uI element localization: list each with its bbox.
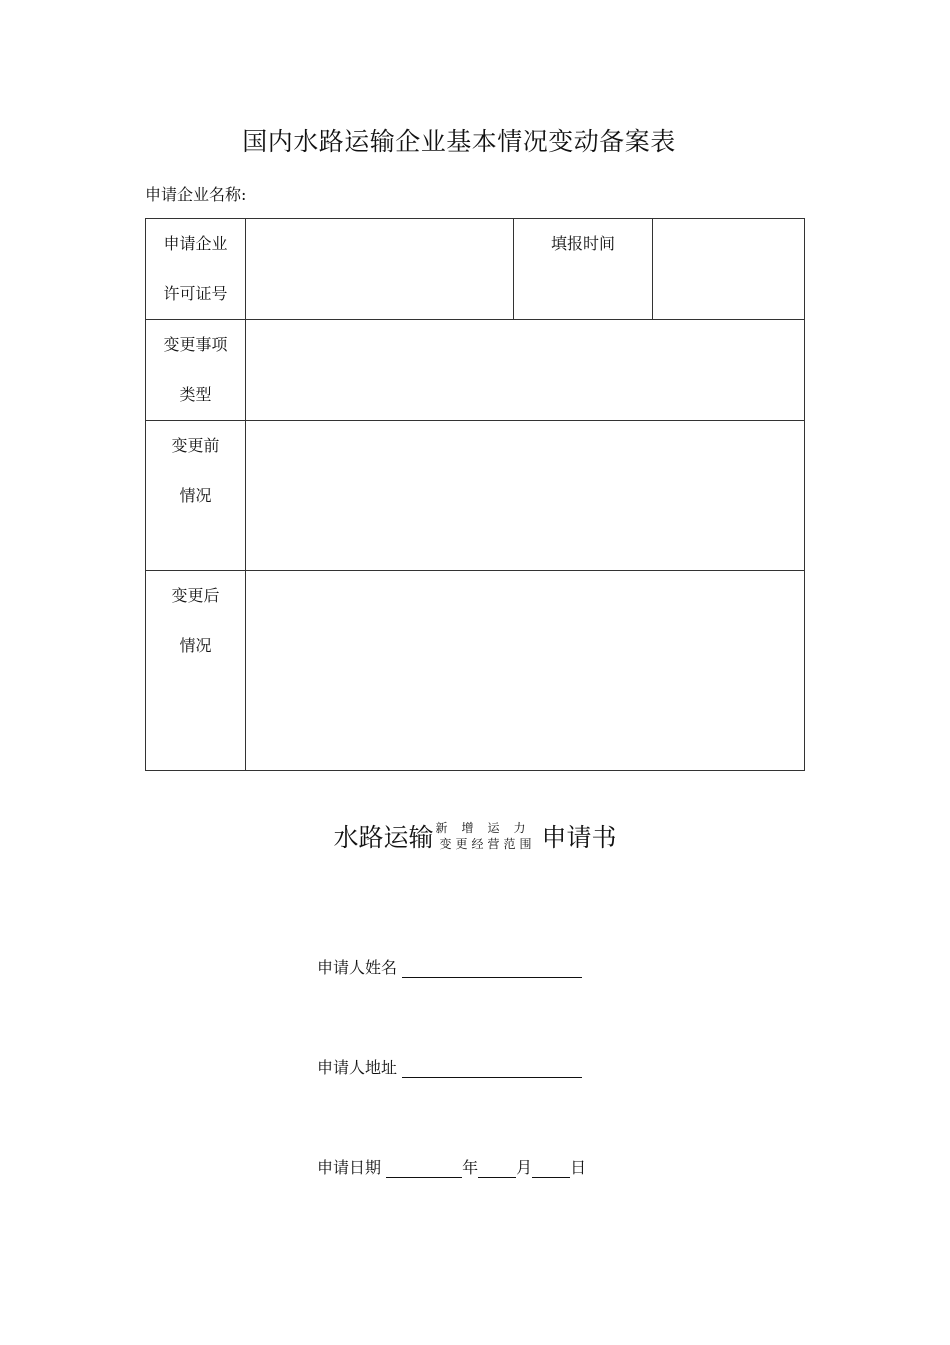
after-change-label-cell bbox=[146, 571, 246, 771]
application-title-suffix: 申请书 bbox=[541, 823, 617, 852]
option-change-scope: 变更经营范围 bbox=[439, 837, 536, 851]
before-line2: 情况 bbox=[179, 486, 212, 505]
month-input[interactable] bbox=[478, 1159, 516, 1178]
change-type-field[interactable] bbox=[246, 320, 805, 421]
table-row bbox=[146, 219, 805, 320]
month-label: 月 bbox=[516, 1158, 533, 1177]
year-label: 年 bbox=[462, 1158, 479, 1177]
filing-table bbox=[145, 218, 805, 771]
application-title-options bbox=[435, 820, 539, 852]
fill-time-field[interactable] bbox=[653, 219, 805, 320]
application-date-label: 申请日期 bbox=[317, 1158, 382, 1177]
table-row bbox=[146, 320, 805, 421]
company-name-label: 申请企业名称: bbox=[145, 185, 247, 204]
application-date-row bbox=[317, 1155, 586, 1178]
application-title bbox=[0, 818, 950, 854]
license-label-line2: 许可证号 bbox=[163, 284, 228, 303]
applicant-address-label: 申请人地址 bbox=[317, 1058, 398, 1077]
change-type-label-cell bbox=[146, 320, 246, 421]
option-new-capacity: 新增运力 bbox=[435, 821, 540, 835]
after-line2: 情况 bbox=[179, 636, 212, 655]
license-label-line1: 申请企业 bbox=[163, 234, 228, 253]
application-title-prefix: 水路运输 bbox=[333, 823, 434, 852]
license-number-label-cell bbox=[146, 219, 246, 320]
table-row bbox=[146, 421, 805, 571]
after-change-field[interactable] bbox=[246, 571, 805, 771]
page-title: 国内水路运输企业基本情况变动备案表 bbox=[242, 127, 676, 156]
applicant-address-input[interactable] bbox=[402, 1059, 582, 1078]
after-line1: 变更后 bbox=[171, 586, 220, 605]
change-type-line1: 变更事项 bbox=[163, 335, 228, 354]
before-line1: 变更前 bbox=[171, 436, 220, 455]
year-input[interactable] bbox=[386, 1159, 462, 1178]
before-change-label-cell bbox=[146, 421, 246, 571]
day-label: 日 bbox=[570, 1158, 587, 1177]
change-type-line2: 类型 bbox=[179, 385, 212, 404]
fill-time-label: 填报时间 bbox=[514, 219, 653, 320]
applicant-address-row bbox=[317, 1055, 582, 1078]
applicant-name-row bbox=[317, 955, 582, 978]
before-change-field[interactable] bbox=[246, 421, 805, 571]
day-input[interactable] bbox=[532, 1159, 570, 1178]
applicant-name-label: 申请人姓名 bbox=[317, 958, 398, 977]
applicant-name-input[interactable] bbox=[402, 959, 582, 978]
license-number-field[interactable] bbox=[246, 219, 514, 320]
table-row bbox=[146, 571, 805, 771]
